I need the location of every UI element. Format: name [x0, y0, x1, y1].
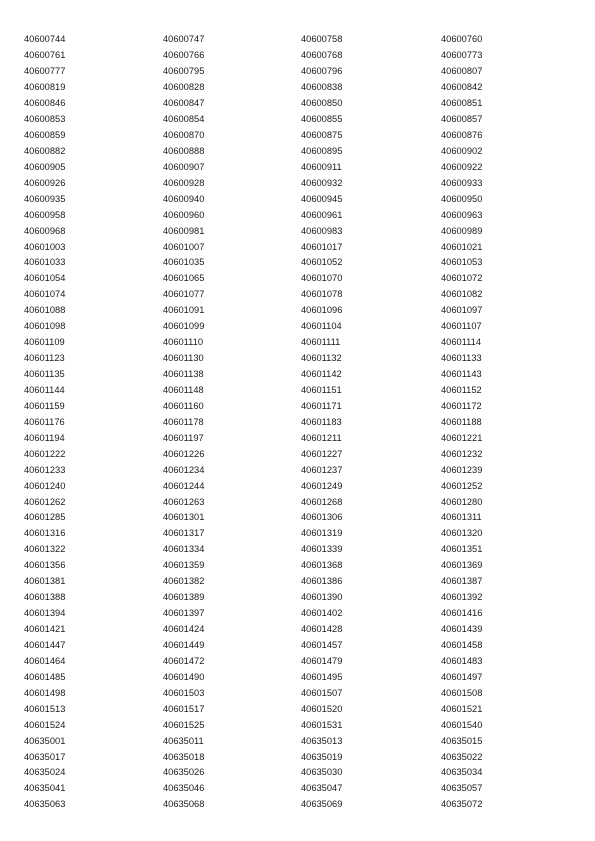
- table-cell: 40635034: [441, 767, 483, 778]
- table-cell: 40600796: [301, 66, 343, 77]
- table-cell: 40601301: [163, 512, 205, 523]
- table-cell: 40600761: [24, 50, 66, 61]
- table-cell: 40600876: [441, 129, 483, 140]
- table-cell: 40601458: [441, 639, 483, 650]
- table-cell: 40601053: [441, 257, 483, 268]
- table-row: [24, 558, 584, 574]
- table-cell: 40601394: [24, 608, 66, 619]
- table-cell: 40601252: [441, 480, 483, 491]
- table-cell: 40601054: [24, 273, 66, 284]
- table-cell: 40601388: [24, 592, 66, 603]
- table-cell: 40601144: [24, 384, 65, 395]
- table-cell: 40601033: [24, 257, 66, 268]
- table-cell: 40601227: [301, 448, 343, 459]
- table-cell: 40601421: [24, 624, 66, 634]
- table-cell: 40600768: [301, 50, 343, 61]
- table-cell: 40601311: [441, 512, 482, 523]
- table-cell: 40600907: [163, 161, 205, 172]
- table-cell: 40600961: [301, 209, 343, 220]
- table-cell: 40601148: [163, 384, 204, 395]
- table-cell: 40600888: [163, 145, 205, 156]
- table-cell: 40635057: [441, 783, 483, 794]
- table-cell: 40601447: [24, 639, 66, 650]
- table-cell: 40601091: [163, 305, 205, 316]
- table-cell: 40601104: [301, 321, 342, 332]
- table-cell: 40635019: [301, 751, 343, 762]
- table-cell: 40601316: [24, 528, 66, 539]
- table-row: [24, 32, 584, 48]
- table-cell: 40600819: [24, 82, 66, 93]
- table-cell: 40600926: [24, 177, 66, 188]
- table-cell: 40600960: [163, 209, 205, 220]
- table-cell: 40635026: [163, 767, 205, 778]
- table-cell: 40601035: [163, 257, 205, 268]
- table-cell: 40635047: [301, 783, 343, 794]
- table-cell: 40601151: [301, 384, 342, 395]
- table-row: [24, 510, 584, 526]
- table-row: [24, 383, 584, 399]
- table-row: [24, 749, 584, 765]
- table-cell: 40601114: [441, 337, 481, 348]
- table-cell: 40600777: [24, 66, 66, 77]
- table-row: [24, 685, 584, 701]
- table-cell: 40601159: [24, 400, 65, 411]
- table-row: [24, 574, 584, 590]
- table-cell: 40601382: [163, 576, 205, 587]
- table-cell: 40601239: [441, 464, 483, 475]
- table-cell: 40601322: [24, 544, 66, 555]
- table-cell: 40601221: [441, 432, 483, 443]
- table-cell: 40635015: [441, 735, 483, 746]
- table-cell: 40601513: [24, 703, 66, 714]
- table-cell: 40600882: [24, 145, 66, 156]
- table-cell: 40601070: [301, 273, 343, 284]
- table-cell: 40600747: [163, 34, 205, 45]
- table-cell: 40635001: [24, 735, 66, 746]
- table-cell: 40601082: [441, 289, 483, 300]
- table-cell: 40601495: [301, 671, 343, 682]
- table-cell: 40600940: [163, 193, 205, 204]
- table-row: [24, 399, 584, 415]
- table-cell: 40601339: [301, 544, 343, 555]
- table-row: [24, 542, 584, 558]
- table-cell: 40601497: [441, 671, 483, 682]
- table-row: [24, 733, 584, 749]
- table-row: [24, 351, 584, 367]
- table-cell: 40600847: [163, 98, 205, 109]
- table-row: [24, 239, 584, 255]
- table-cell: 40601237: [301, 464, 343, 475]
- table-cell: 40601424: [163, 624, 205, 634]
- table-cell: 40600989: [441, 225, 483, 236]
- table-cell: 40601088: [24, 305, 66, 316]
- table-cell: 40601472: [163, 655, 205, 666]
- table-cell: 40601402: [301, 608, 343, 619]
- table-cell: 40600958: [24, 209, 66, 220]
- table-cell: 40601197: [163, 432, 204, 443]
- table-cell: 40601319: [301, 528, 343, 539]
- table-cell: 40601485: [24, 671, 66, 682]
- table-cell: 40600932: [301, 177, 343, 188]
- table-row: [24, 303, 584, 319]
- table-cell: 40601152: [441, 384, 482, 395]
- table-cell: 40600744: [24, 34, 66, 45]
- table-cell: 40601160: [163, 400, 204, 411]
- table-cell: 40601065: [163, 273, 205, 284]
- table-cell: 40635041: [24, 783, 66, 794]
- table-cell: 40601508: [441, 687, 483, 698]
- table-cell: 40600933: [441, 177, 483, 188]
- table-row: [24, 462, 584, 478]
- table-row: [24, 701, 584, 717]
- table-row: [24, 255, 584, 271]
- table-cell: 40635013: [301, 735, 343, 746]
- table-cell: 40600963: [441, 209, 483, 220]
- table-cell: 40601428: [301, 624, 343, 634]
- table-cell: 40601524: [24, 719, 66, 730]
- table-cell: 40600854: [163, 114, 205, 124]
- table-cell: 40600853: [24, 114, 66, 124]
- table-cell: 40600935: [24, 193, 66, 204]
- number-table: [24, 32, 584, 813]
- table-cell: 40601188: [441, 416, 482, 427]
- table-cell: 40600950: [441, 193, 483, 204]
- table-cell: 40601306: [301, 512, 343, 523]
- table-cell: 40601017: [301, 241, 343, 252]
- table-cell: 40600945: [301, 193, 343, 204]
- table-cell: 40601356: [24, 560, 66, 571]
- table-cell: 40601172: [441, 400, 482, 411]
- table-cell: 40601234: [163, 464, 205, 475]
- table-cell: 40600905: [24, 161, 66, 172]
- table-cell: 40600857: [441, 114, 483, 124]
- table-cell: 40601268: [301, 496, 343, 507]
- table-cell: 40601392: [441, 592, 483, 603]
- table-cell: 40635046: [163, 783, 205, 794]
- table-row: [24, 287, 584, 303]
- table-row: [24, 590, 584, 606]
- table-cell: 40600928: [163, 177, 205, 188]
- table-cell: 40601334: [163, 544, 205, 555]
- table-cell: 40601416: [441, 608, 483, 619]
- table-cell: 40635011: [163, 735, 204, 746]
- table-cell: 40635024: [24, 767, 66, 778]
- table-cell: 40600922: [441, 161, 483, 172]
- table-cell: 40601098: [24, 321, 66, 332]
- table-cell: 40601072: [441, 273, 483, 284]
- table-cell: 40601178: [163, 416, 204, 427]
- table-cell: 40635068: [163, 799, 205, 810]
- table-cell: 40601176: [24, 416, 65, 427]
- table-row: [24, 717, 584, 733]
- table-cell: 40601233: [24, 464, 66, 475]
- table-row: [24, 191, 584, 207]
- table-cell: 40601171: [301, 400, 342, 411]
- table-cell: 40601517: [163, 703, 205, 714]
- table-row: [24, 415, 584, 431]
- table-row: [24, 223, 584, 239]
- table-cell: 40600850: [301, 98, 343, 109]
- table-row: [24, 335, 584, 351]
- table-cell: 40601099: [163, 321, 205, 332]
- table-cell: 40601389: [163, 592, 205, 603]
- table-cell: 40601052: [301, 257, 343, 268]
- table-cell: 40601096: [301, 305, 343, 316]
- table-cell: 40601464: [24, 655, 66, 666]
- table-row: [24, 144, 584, 160]
- table-cell: 40600983: [301, 225, 343, 236]
- table-row: [24, 128, 584, 144]
- table-row: [24, 80, 584, 96]
- table-cell: 40601078: [301, 289, 343, 300]
- table-cell: 40600828: [163, 82, 205, 93]
- table-cell: 40601240: [24, 480, 66, 491]
- table-cell: 40601369: [441, 560, 483, 571]
- table-cell: 40601359: [163, 560, 205, 571]
- table-cell: 40601107: [441, 321, 482, 332]
- table-cell: 40635017: [24, 751, 66, 762]
- table-cell: 40601285: [24, 512, 66, 523]
- table-cell: 40600911: [301, 161, 342, 172]
- table-cell: 40600773: [441, 50, 483, 61]
- table-cell: 40601109: [24, 337, 65, 348]
- table-cell: 40601457: [301, 639, 343, 650]
- table-row: [24, 797, 584, 813]
- table-cell: 40601074: [24, 289, 66, 300]
- table-row: [24, 48, 584, 64]
- table-row: [24, 446, 584, 462]
- table-cell: 40600851: [441, 98, 483, 109]
- table-cell: 40601138: [163, 369, 204, 379]
- table-row: [24, 526, 584, 542]
- table-cell: 40601211: [301, 432, 342, 443]
- table-cell: 40601097: [441, 305, 483, 316]
- table-cell: 40601263: [163, 496, 205, 507]
- table-cell: 40600855: [301, 114, 343, 124]
- table-cell: 40601490: [163, 671, 205, 682]
- table-cell: 40601135: [24, 369, 65, 379]
- table-row: [24, 478, 584, 494]
- table-cell: 40600807: [441, 66, 483, 77]
- table-cell: 40635030: [301, 767, 343, 778]
- table-cell: 40601007: [163, 241, 205, 252]
- table-cell: 40601110: [163, 337, 203, 348]
- table-row: [24, 160, 584, 176]
- table-cell: 40601531: [301, 719, 343, 730]
- table-cell: 40601249: [301, 480, 343, 491]
- table-cell: 40635072: [441, 799, 483, 810]
- table-cell: 40601525: [163, 719, 205, 730]
- table-cell: 40601521: [441, 703, 483, 714]
- table-cell: 40601381: [24, 576, 66, 587]
- table-cell: 40600981: [163, 225, 205, 236]
- table-cell: 40601483: [441, 655, 483, 666]
- table-cell: 40600859: [24, 129, 66, 140]
- table-cell: 40601498: [24, 687, 66, 698]
- table-cell: 40601226: [163, 448, 205, 459]
- table-cell: 40600760: [441, 34, 483, 45]
- table-row: [24, 64, 584, 80]
- table-cell: 40600902: [441, 145, 483, 156]
- table-cell: 40601390: [301, 592, 343, 603]
- table-cell: 40601479: [301, 655, 343, 666]
- table-cell: 40601540: [441, 719, 483, 730]
- table-cell: 40635022: [441, 751, 483, 762]
- table-cell: 40601244: [163, 480, 205, 491]
- table-cell: 40600842: [441, 82, 483, 93]
- table-cell: 40601132: [301, 353, 342, 364]
- table-cell: 40600895: [301, 145, 343, 156]
- table-cell: 40600758: [301, 34, 343, 45]
- table-cell: 40635069: [301, 799, 343, 810]
- table-cell: 40635063: [24, 799, 66, 810]
- table-cell: 40601507: [301, 687, 343, 698]
- table-cell: 40601142: [301, 369, 342, 379]
- table-row: [24, 367, 584, 383]
- table-row: [24, 654, 584, 670]
- table-cell: 40601449: [163, 639, 205, 650]
- table-row: [24, 271, 584, 287]
- table-cell: 40601317: [163, 528, 205, 539]
- table-cell: 40600846: [24, 98, 66, 109]
- table-row: [24, 430, 584, 446]
- table-cell: 40601386: [301, 576, 343, 587]
- table-cell: 40601368: [301, 560, 343, 571]
- table-row: [24, 207, 584, 223]
- table-cell: 40600870: [163, 129, 205, 140]
- table-cell: 40601320: [441, 528, 483, 539]
- table-cell: 40601351: [441, 544, 483, 555]
- table-cell: 40601280: [441, 496, 483, 507]
- table-cell: 40635018: [163, 751, 205, 762]
- table-cell: 40600838: [301, 82, 343, 93]
- table-cell: 40600875: [301, 129, 343, 140]
- table-cell: 40601194: [24, 432, 65, 443]
- table-cell: 40601183: [301, 416, 342, 427]
- table-cell: 40601130: [163, 353, 204, 364]
- table-row: [24, 781, 584, 797]
- table-cell: 40601387: [441, 576, 483, 587]
- table-row: [24, 112, 584, 128]
- table-cell: 40601003: [24, 241, 66, 252]
- table-row: [24, 622, 584, 638]
- table-row: [24, 606, 584, 622]
- table-cell: 40601021: [441, 241, 483, 252]
- table-cell: 40601503: [163, 687, 205, 698]
- table-cell: 40601077: [163, 289, 205, 300]
- table-cell: 40601133: [441, 353, 482, 364]
- table-cell: 40601111: [301, 337, 341, 348]
- table-cell: 40600795: [163, 66, 205, 77]
- table-row: [24, 175, 584, 191]
- table-cell: 40601439: [441, 624, 483, 634]
- table-cell: 40601232: [441, 448, 483, 459]
- table-row: [24, 96, 584, 112]
- table-cell: 40600968: [24, 225, 66, 236]
- table-row: [24, 319, 584, 335]
- table-cell: 40601397: [163, 608, 205, 619]
- table-cell: 40601262: [24, 496, 66, 507]
- table-row: [24, 670, 584, 686]
- table-row: [24, 494, 584, 510]
- table-cell: 40601222: [24, 448, 66, 459]
- table-row: [24, 638, 584, 654]
- table-cell: 40601143: [441, 369, 482, 379]
- table-cell: 40601520: [301, 703, 343, 714]
- table-row: [24, 765, 584, 781]
- table-cell: 40600766: [163, 50, 205, 61]
- table-cell: 40601123: [24, 353, 65, 364]
